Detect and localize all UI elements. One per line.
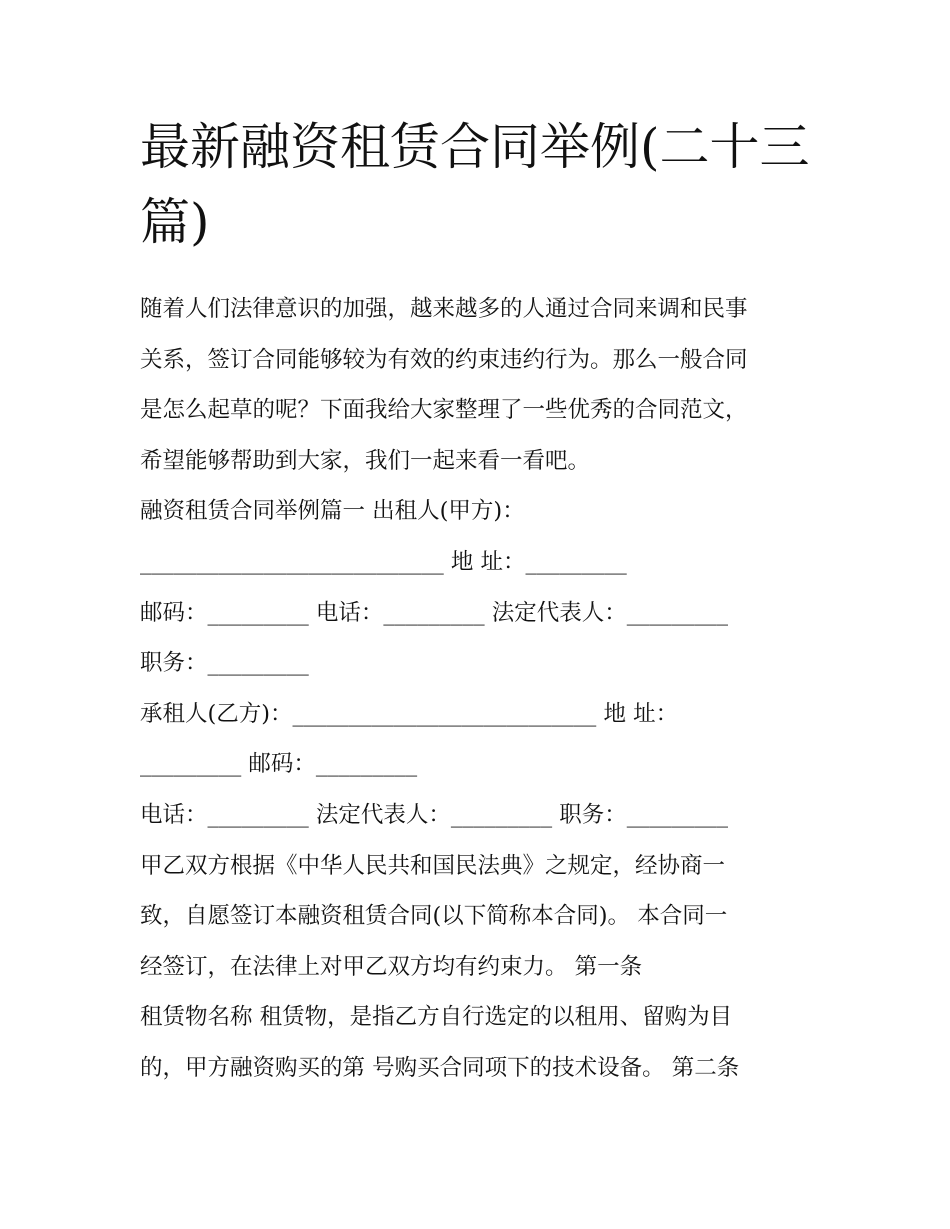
body-line: 希望能够帮助到大家，我们一起来看一看吧。 bbox=[140, 447, 591, 474]
body-line: 随着人们法律意识的加强，越来越多的人通过合同来调和民事 bbox=[140, 296, 748, 322]
title-line-1: 最新融资租赁合同举例(二十三 bbox=[140, 118, 810, 176]
title-line-2: 篇) bbox=[140, 193, 210, 251]
body-line: 的，甲方融资购买的第 号购买合同项下的技术设备。 第二条 bbox=[140, 1054, 740, 1081]
body-line: 经签订，在法律上对甲乙双方均有约束力。 第一条 bbox=[140, 953, 643, 980]
body-line: ___________________________ 地 址：_________ bbox=[140, 548, 627, 575]
document-body bbox=[140, 284, 812, 1094]
body-line: 职务：_________ bbox=[140, 650, 309, 677]
body-line: 甲乙双方根据《中华人民共和国民法典》之规定，经协商一 bbox=[140, 852, 726, 879]
body-line: 是怎么起草的呢？下面我给大家整理了一些优秀的合同范文， bbox=[140, 397, 748, 424]
body-line: 邮码：_________ 电话：_________ 法定代表人：_________ bbox=[140, 599, 729, 626]
body-line: 融资租赁合同举例篇一 出租人(甲方)： bbox=[140, 498, 525, 525]
body-line: 电话：_________ 法定代表人：_________ 职务：_________ bbox=[140, 801, 729, 828]
body-line: 关系，签订合同能够较为有效的约束违约行为。那么一般合同 bbox=[140, 346, 748, 373]
document-title bbox=[140, 110, 812, 260]
body-line: 租赁物名称 租赁物，是指乙方自行选定的以租用、留购为目 bbox=[140, 1004, 733, 1031]
body-line: 承租人(乙方)：___________________________ 地 址： bbox=[140, 700, 679, 727]
body-line: 致，自愿签订本融资租赁合同(以下简称本合同)。 本合同一 bbox=[140, 903, 728, 930]
document-page bbox=[140, 110, 812, 1081]
body-line: _________ 邮码：_________ bbox=[140, 751, 418, 778]
